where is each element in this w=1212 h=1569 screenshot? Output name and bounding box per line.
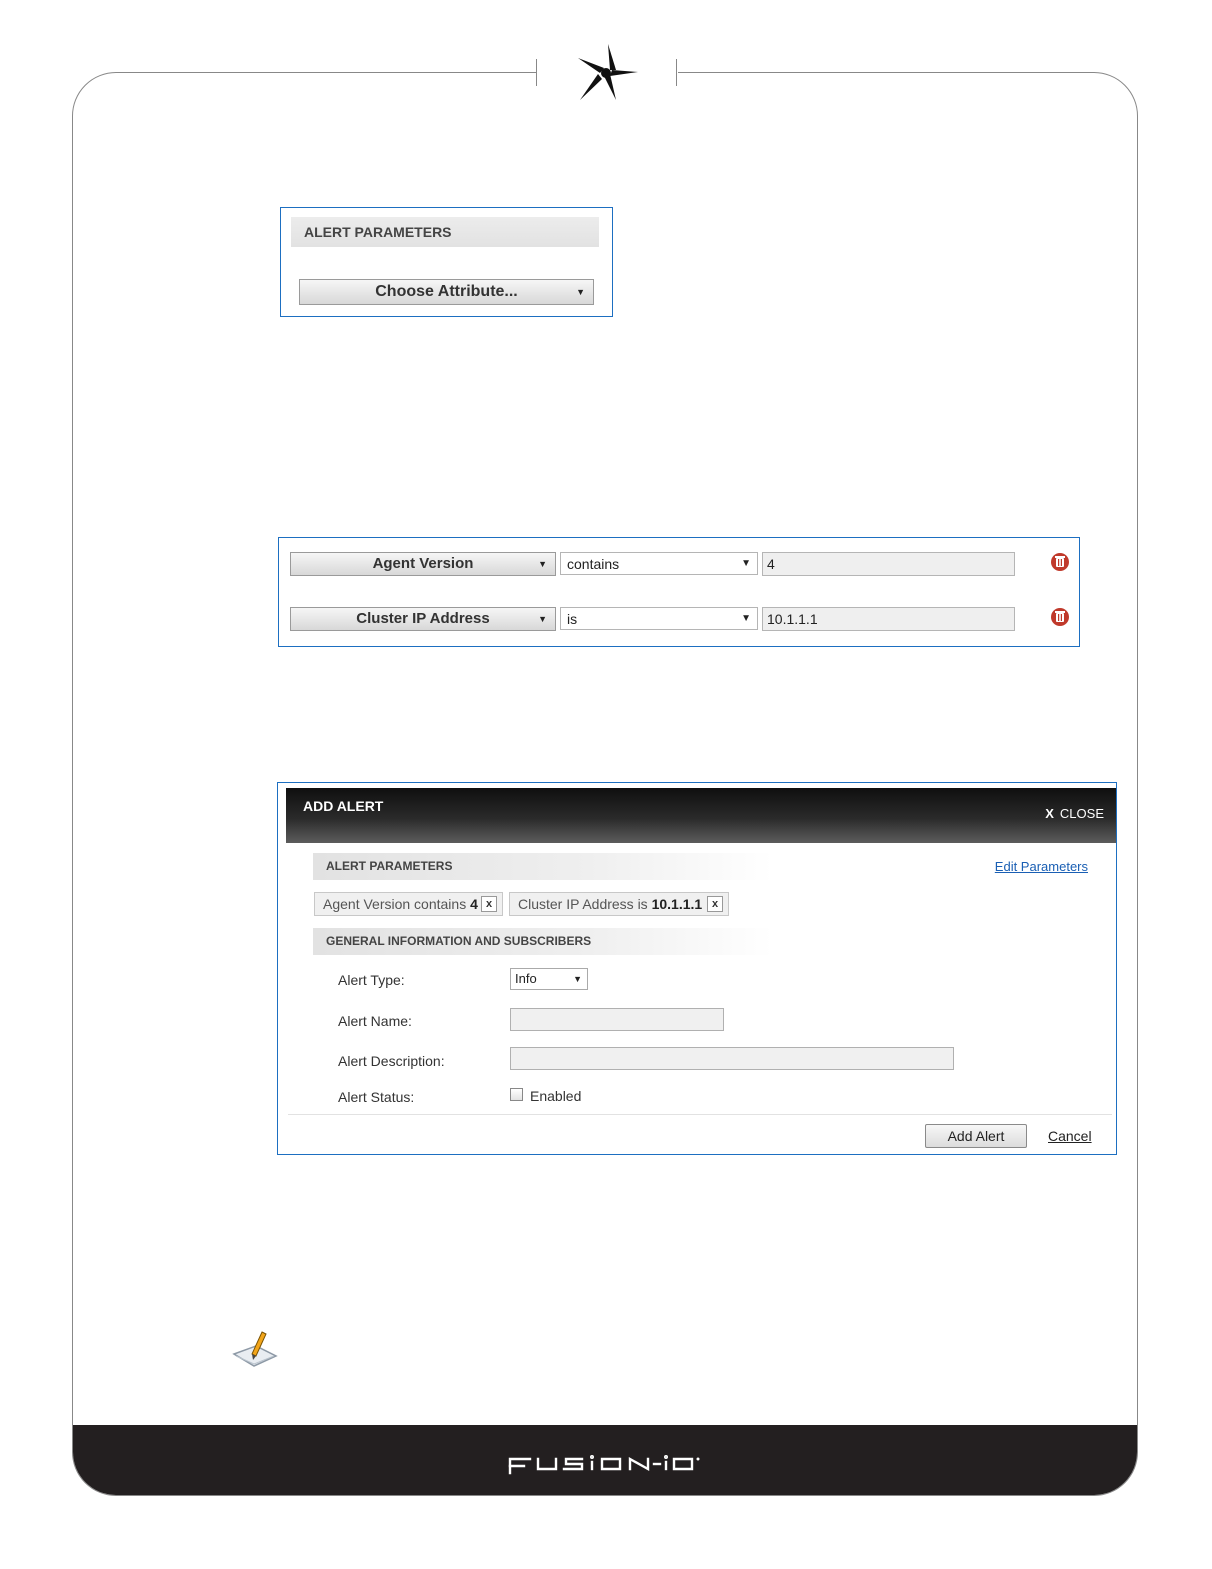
- add-alert-button[interactable]: Add Alert: [925, 1124, 1027, 1148]
- enabled-checkbox[interactable]: [510, 1088, 523, 1101]
- dropdown-caret-icon: ▼: [538, 559, 547, 569]
- operator-select[interactable]: [560, 607, 758, 630]
- logo-mark-icon: [572, 40, 640, 102]
- attribute-select-label: Cluster IP Address: [356, 610, 490, 627]
- chip-value: 10.1.1.1: [651, 896, 703, 912]
- edit-parameters-link[interactable]: Edit Parameters: [994, 859, 1088, 874]
- parameter-rows-panel: [278, 537, 1080, 647]
- alert-status-label: Alert Status:: [338, 1089, 415, 1105]
- fusion-io-logo: [508, 1453, 708, 1475]
- alert-type-select[interactable]: [510, 968, 588, 990]
- close-x-icon: X: [1045, 806, 1054, 821]
- alert-parameters-section: ALERT PARAMETERS: [313, 853, 773, 880]
- dialog-title: ADD ALERT: [303, 798, 384, 814]
- operator-select-label: contains: [567, 556, 620, 572]
- remove-chip-icon[interactable]: x: [481, 896, 497, 912]
- dropdown-caret-icon: ▼: [573, 974, 582, 984]
- value-input[interactable]: 4: [762, 552, 1015, 576]
- alert-type-label: Alert Type:: [338, 972, 405, 988]
- cancel-link[interactable]: Cancel: [1048, 1128, 1092, 1144]
- close-button[interactable]: [1045, 806, 1104, 821]
- note-pencil-icon: [232, 1328, 278, 1370]
- frame-tick-right: [676, 59, 677, 86]
- value-input[interactable]: 10.1.1.1: [762, 607, 1015, 631]
- chip-text: Agent Version contains: [323, 896, 471, 912]
- dropdown-caret-icon: ▼: [576, 287, 585, 297]
- dropdown-caret-icon: ▼: [538, 614, 547, 624]
- remove-chip-icon[interactable]: x: [707, 896, 723, 912]
- attribute-select[interactable]: [290, 607, 556, 631]
- alert-name-input[interactable]: [510, 1008, 724, 1031]
- alert-parameters-header: ALERT PARAMETERS: [291, 217, 599, 247]
- operator-select[interactable]: [560, 552, 758, 575]
- alert-description-input[interactable]: [510, 1047, 954, 1070]
- attribute-select[interactable]: [290, 552, 556, 576]
- choose-attribute-select[interactable]: [299, 279, 594, 305]
- dialog-header: [286, 788, 1116, 843]
- choose-attribute-label: Choose Attribute...: [375, 283, 518, 300]
- close-label: CLOSE: [1059, 806, 1104, 821]
- chip-text: Cluster IP Address is: [518, 896, 652, 912]
- alert-description-label: Alert Description:: [338, 1053, 445, 1069]
- dropdown-caret-icon: ▼: [741, 613, 751, 624]
- enabled-checkbox-label: Enabled: [530, 1088, 582, 1104]
- parameter-chip: [509, 892, 729, 916]
- alert-name-label: Alert Name:: [338, 1013, 412, 1029]
- dropdown-caret-icon: ▼: [741, 558, 751, 569]
- frame-tick-left: [536, 59, 537, 86]
- parameter-chip: [314, 892, 503, 916]
- operator-select-label: is: [567, 611, 578, 627]
- attribute-select-label: Agent Version: [372, 555, 474, 572]
- add-alert-dialog: [277, 782, 1117, 1155]
- delete-icon[interactable]: [1050, 607, 1070, 627]
- general-info-section: GENERAL INFORMATION AND SUBSCRIBERS: [313, 928, 773, 955]
- alert-type-value: Info: [515, 971, 537, 986]
- delete-icon[interactable]: [1050, 552, 1070, 572]
- chip-value: 4: [470, 896, 478, 912]
- dialog-divider: [288, 1114, 1112, 1115]
- alert-parameters-panel: [280, 207, 613, 317]
